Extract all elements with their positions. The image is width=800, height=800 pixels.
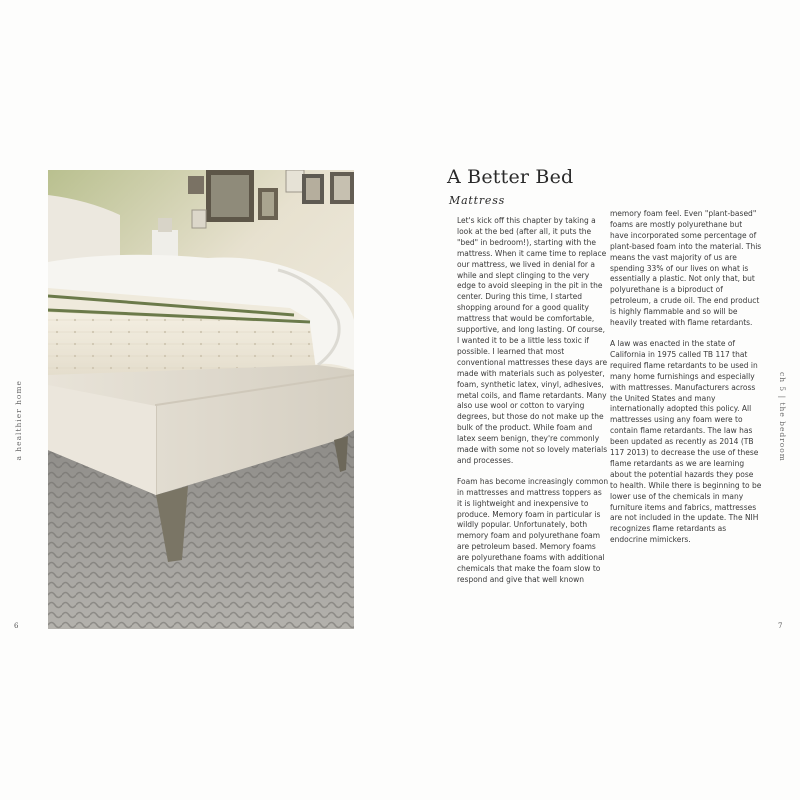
text-column-left	[457, 216, 609, 596]
paragraph: A law was enacted in the state of California in 1975 called TB 117 that required flame retardants to be used in many home furnishings and especially with mattresses. Manufacturers across the United States and many internationally adopted this policy. All mattresses using any foam were to contain flame retardants. The law has been updated as recently as 2014 (TB 117 2013) to decrease the use of these flame retardants as we are learning about the potential hazards they pose to health. While there is beginning to be lower use of the chemicals in many furniture items and fabrics, mattresses are not included in the update. The NIH recognizes flame retardants as endocrine mimickers.	[610, 338, 762, 545]
paragraph: memory foam feel. Even "plant-based" foams are mostly polyurethane but have incorporated some percentage of plant-based foam into the material. This means the vast majority of us are spending 33% of our lives on what is essentially a plastic. Not only that, but polyurethane is a biproduct of petroleum, a crude oil. The end product is highly flammable and so will be heavily treated with flame retardants.	[610, 209, 762, 328]
section-subtitle: Mattress	[449, 194, 506, 207]
text-column-right	[610, 209, 762, 556]
left-page-number: 6	[14, 622, 19, 630]
chapter-title: A Better Bed	[447, 166, 574, 188]
paragraph: Foam has become increasingly common in mattresses and mattress toppers as it is lightweight and inexpensive to produce. Memory foam in particular is wildly popular. Unfortunately, both memory foam and polyurethane foam are petroleum based. Memory foams are polyurethane foams with additional chemicals that make the foam slow to respond and give that well known	[457, 476, 609, 584]
bed-photo	[48, 170, 354, 629]
left-running-head: a healthier home	[14, 380, 23, 461]
right-page-number: 7	[778, 622, 783, 630]
paragraph: Let's kick off this chapter by taking a look at the bed (after all, it puts the "bed" in bedroom!), starting with the mattress. When it came time to replace our mattress, we lived in denial for a while and slept clinging to the very edge to avoid sleeping in the pit in the center. During this time, I started shopping around for a good quality mattress that would be comfortable, supportive, and long lasting. Of course, I wanted it to be a little less toxic if possible. I learned that most conventional mattresses these days are made with materials such as polyester, foam, synthetic latex, vinyl, adhesives, metal coils, and flame retardants. Many also use wool or cotton to varying degrees, but those do not make up the bulk of the product. While foam and latex seem benign, they're commonly made with some not so lovely materials and processes.	[457, 216, 608, 465]
right-running-head: ch 5 | the bedroom	[778, 372, 787, 462]
